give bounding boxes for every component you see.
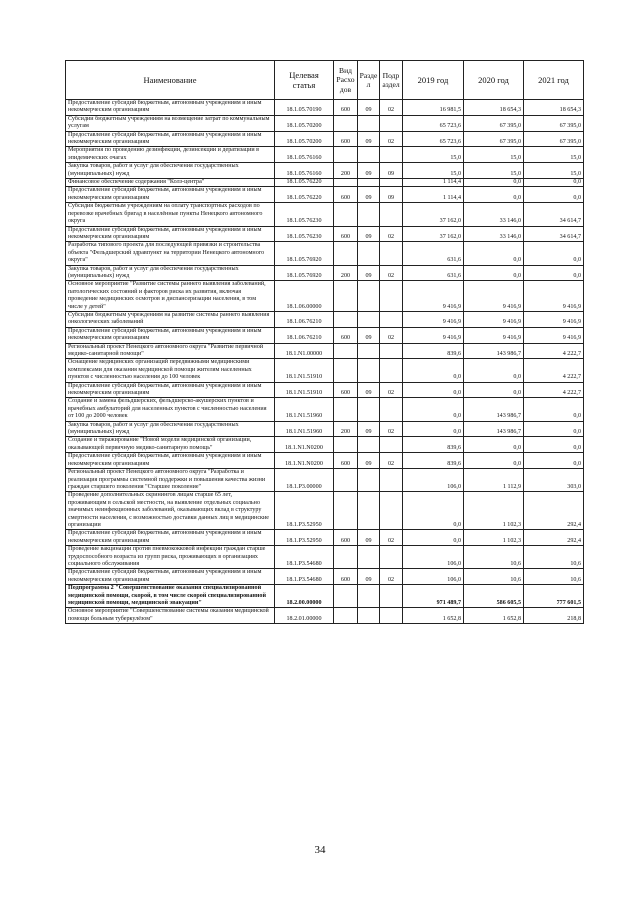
- row-subsection-cell: 02: [380, 569, 403, 585]
- row-year-2020-cell: 18 654,3: [464, 100, 524, 116]
- row-name-cell: Предоставление субсидий бюджетным, автономным учреждениям и иным некоммерческим организациям: [66, 453, 275, 469]
- table-row: [66, 382, 584, 398]
- row-year-2019-cell: 65 723,6: [403, 115, 464, 131]
- row-year-2020-cell: 0,0: [464, 453, 524, 469]
- row-year-2020-cell: 1 102,3: [464, 530, 524, 546]
- row-expense-type-cell: 600: [334, 453, 358, 469]
- row-section-cell: 09: [358, 382, 380, 398]
- row-year-2019-cell: 15,0: [403, 163, 464, 179]
- row-expense-type-cell: 200: [334, 421, 358, 437]
- table-row: [66, 359, 584, 382]
- table-row: [66, 187, 584, 203]
- row-year-2020-cell: 67 395,0: [464, 131, 524, 147]
- row-year-2019-cell: 1 652,8: [403, 608, 464, 624]
- row-year-2020-cell: 33 146,0: [464, 226, 524, 242]
- row-year-2021-cell: 218,8: [524, 608, 584, 624]
- row-year-2021-cell: 0,0: [524, 453, 584, 469]
- row-subsection-cell: 02: [380, 327, 403, 343]
- row-name-cell: Создание и тиражирование "Новой модели медицинской организации, оказывающей первичную медико-санитарную помощь": [66, 437, 275, 453]
- row-subsection-cell: [380, 203, 403, 226]
- row-year-2021-cell: 0,0: [524, 242, 584, 265]
- row-name-cell: Подпрограмма 2 "Совершенствование оказания специализированной медицинской помощи, скорой, в том числе скорой специализированной медицинской помощи, медицинской эвакуации": [66, 585, 275, 608]
- row-year-2019-cell: 106,0: [403, 546, 464, 569]
- row-year-2021-cell: 0,0: [524, 437, 584, 453]
- row-expense-type-cell: [334, 398, 358, 421]
- row-subsection-cell: 02: [380, 453, 403, 469]
- row-section-cell: 09: [358, 421, 380, 437]
- row-year-2021-cell: 10,6: [524, 569, 584, 585]
- row-year-2021-cell: 4 222,7: [524, 359, 584, 382]
- row-name-cell: Предоставление субсидий бюджетным, автономным учреждениям и иным некоммерческим организациям: [66, 382, 275, 398]
- row-subsection-cell: [380, 281, 403, 312]
- row-subsection-cell: [380, 179, 403, 187]
- page-number: 34: [314, 844, 326, 856]
- row-expense-type-cell: [334, 546, 358, 569]
- row-year-2019-cell: 1 114,4: [403, 179, 464, 187]
- row-target-article-cell: 18.1.P3.52950: [275, 530, 334, 546]
- row-year-2020-cell: 0,0: [464, 382, 524, 398]
- row-expense-type-cell: 200: [334, 163, 358, 179]
- budget-table: [65, 60, 584, 624]
- row-year-2021-cell: 303,0: [524, 469, 584, 492]
- header-section: Разде л: [358, 61, 380, 100]
- row-target-article-cell: 18.1.N1.00000: [275, 343, 334, 359]
- row-target-article-cell: 18.1.05.76220: [275, 179, 334, 187]
- row-section-cell: 09: [358, 530, 380, 546]
- row-year-2021-cell: 10,6: [524, 546, 584, 569]
- row-expense-type-cell: [334, 179, 358, 187]
- row-year-2021-cell: 0,0: [524, 187, 584, 203]
- table-row: [66, 608, 584, 624]
- row-section-cell: 09: [358, 187, 380, 203]
- row-section-cell: [358, 179, 380, 187]
- row-year-2021-cell: 9 416,9: [524, 311, 584, 327]
- row-subsection-cell: 02: [380, 226, 403, 242]
- table-row: [66, 265, 584, 281]
- row-year-2020-cell: 0,0: [464, 242, 524, 265]
- row-subsection-cell: [380, 437, 403, 453]
- row-year-2021-cell: 34 614,7: [524, 203, 584, 226]
- row-section-cell: [358, 147, 380, 163]
- row-year-2019-cell: 0,0: [403, 421, 464, 437]
- table-row: [66, 179, 584, 187]
- row-name-cell: Предоставление субсидий бюджетным, автономным учреждениям и иным некоммерческим организациям: [66, 187, 275, 203]
- row-year-2020-cell: 10,6: [464, 546, 524, 569]
- row-subsection-cell: 02: [380, 100, 403, 116]
- row-expense-type-cell: [334, 115, 358, 131]
- row-year-2021-cell: 4 222,7: [524, 382, 584, 398]
- row-target-article-cell: 18.1.P3.00000: [275, 469, 334, 492]
- row-year-2020-cell: 0,0: [464, 179, 524, 187]
- row-subsection-cell: [380, 115, 403, 131]
- row-section-cell: [358, 546, 380, 569]
- row-subsection-cell: [380, 546, 403, 569]
- row-name-cell: Субсидии бюджетным учреждениям на развитие системы раннего выявления онкологических заболеваний: [66, 311, 275, 327]
- row-subsection-cell: [380, 147, 403, 163]
- row-name-cell: Предоставление субсидий бюджетным, автономным учреждениям и иным некоммерческим организациям: [66, 131, 275, 147]
- row-expense-type-cell: [334, 281, 358, 312]
- row-subsection-cell: [380, 608, 403, 624]
- row-year-2020-cell: 143 986,7: [464, 398, 524, 421]
- row-expense-type-cell: 600: [334, 131, 358, 147]
- table-row: [66, 242, 584, 265]
- row-year-2021-cell: 15,0: [524, 147, 584, 163]
- row-name-cell: Предоставление субсидий бюджетным, автономным учреждениям и иным некоммерческим организациям: [66, 226, 275, 242]
- header-subsection: Подр аздел: [380, 61, 403, 100]
- row-target-article-cell: 18.2.01.00000: [275, 608, 334, 624]
- header-year-2021: 2021 год: [524, 61, 584, 100]
- row-expense-type-cell: 200: [334, 265, 358, 281]
- row-target-article-cell: 18.1.06.00000: [275, 281, 334, 312]
- row-year-2019-cell: 1 114,4: [403, 187, 464, 203]
- row-year-2019-cell: 0,0: [403, 530, 464, 546]
- row-section-cell: [358, 242, 380, 265]
- table-row: [66, 492, 584, 530]
- row-section-cell: [358, 398, 380, 421]
- row-subsection-cell: [380, 585, 403, 608]
- row-name-cell: Закупка товаров, работ и услуг для обеспечения государственных (муниципальных) нужд: [66, 265, 275, 281]
- row-section-cell: [358, 203, 380, 226]
- table-row: [66, 131, 584, 147]
- table-row: [66, 343, 584, 359]
- row-year-2020-cell: 10,6: [464, 569, 524, 585]
- row-year-2021-cell: 9 416,9: [524, 281, 584, 312]
- row-name-cell: Субсидия бюджетным учреждениям на оплату транспортных расходов по перевозке врачебных бригад в населённые пункты Ненецкого автономного округа: [66, 203, 275, 226]
- table-row: [66, 100, 584, 116]
- table-header-row: [66, 61, 584, 100]
- row-name-cell: Предоставление субсидий бюджетным, автономным учреждениям и иным некоммерческим организациям: [66, 530, 275, 546]
- row-subsection-cell: [380, 492, 403, 530]
- table-row: [66, 398, 584, 421]
- row-target-article-cell: 18.1.05.70190: [275, 100, 334, 116]
- header-name: Наименование: [66, 61, 275, 100]
- row-section-cell: 09: [358, 453, 380, 469]
- row-expense-type-cell: [334, 311, 358, 327]
- row-year-2020-cell: 586 605,5: [464, 585, 524, 608]
- row-section-cell: 09: [358, 327, 380, 343]
- row-section-cell: 09: [358, 265, 380, 281]
- row-section-cell: [358, 359, 380, 382]
- row-section-cell: 09: [358, 100, 380, 116]
- row-year-2020-cell: 143 986,7: [464, 421, 524, 437]
- row-expense-type-cell: [334, 608, 358, 624]
- row-name-cell: Создание и замена фельдшерских, фельдшерско-акушерских пунктов и врачебных амбулаторий для населенных пунктов с численностью населения от 100 до 2000 человек: [66, 398, 275, 421]
- row-section-cell: [358, 437, 380, 453]
- row-section-cell: [358, 343, 380, 359]
- row-target-article-cell: 18.1.06.76210: [275, 327, 334, 343]
- row-expense-type-cell: [334, 359, 358, 382]
- row-expense-type-cell: [334, 437, 358, 453]
- row-year-2019-cell: 9 416,9: [403, 281, 464, 312]
- row-expense-type-cell: [334, 469, 358, 492]
- row-name-cell: Предоставление субсидий бюджетным, автономным учреждениям и иным некоммерческим организациям: [66, 327, 275, 343]
- table-row: [66, 585, 584, 608]
- row-target-article-cell: 18.1.P3.54680: [275, 546, 334, 569]
- row-subsection-cell: 09: [380, 187, 403, 203]
- row-subsection-cell: [380, 359, 403, 382]
- table-row: [66, 530, 584, 546]
- row-subsection-cell: 02: [380, 265, 403, 281]
- row-section-cell: [358, 608, 380, 624]
- row-year-2019-cell: 971 489,7: [403, 585, 464, 608]
- row-year-2021-cell: 67 395,0: [524, 131, 584, 147]
- row-year-2019-cell: 65 723,6: [403, 131, 464, 147]
- table-row: [66, 203, 584, 226]
- row-name-cell: Предоставление субсидий бюджетным, автономным учреждениям и иным некоммерческим организациям: [66, 569, 275, 585]
- row-name-cell: Региональный проект Ненецкого автономного округа "Развитие первичной медико-санитарной помощи": [66, 343, 275, 359]
- row-name-cell: Финансовое обеспечение содержания "Колз-центра": [66, 179, 275, 187]
- row-name-cell: Мероприятия по проведению дезинфекции, дезинсекции и дератизации в эпидемических очагах: [66, 147, 275, 163]
- row-subsection-cell: 09: [380, 163, 403, 179]
- row-year-2020-cell: 0,0: [464, 359, 524, 382]
- table-body: [66, 100, 584, 624]
- header-year-2019: 2019 год: [403, 61, 464, 100]
- row-year-2020-cell: 9 416,9: [464, 281, 524, 312]
- table-row: [66, 226, 584, 242]
- row-year-2019-cell: 0,0: [403, 382, 464, 398]
- row-year-2020-cell: 0,0: [464, 437, 524, 453]
- row-target-article-cell: 18.1.05.76220: [275, 187, 334, 203]
- row-year-2020-cell: 67 395,0: [464, 115, 524, 131]
- row-name-cell: Закупка товаров, работ и услуг для обеспечения государственных (муниципальных) нужд: [66, 163, 275, 179]
- row-expense-type-cell: 600: [334, 530, 358, 546]
- row-name-cell: Основное мероприятие "Совершенствование системы оказания медицинской помощи больным туберкулёзом": [66, 608, 275, 624]
- row-year-2020-cell: 33 146,0: [464, 203, 524, 226]
- row-section-cell: 09: [358, 226, 380, 242]
- row-target-article-cell: 18.1.05.76160: [275, 163, 334, 179]
- row-year-2021-cell: 34 614,7: [524, 226, 584, 242]
- row-expense-type-cell: 600: [334, 100, 358, 116]
- row-year-2020-cell: 1 112,9: [464, 469, 524, 492]
- table-row: [66, 546, 584, 569]
- table-row: [66, 281, 584, 312]
- table-row: [66, 437, 584, 453]
- table-row: [66, 327, 584, 343]
- row-target-article-cell: 18.1.N1.51960: [275, 398, 334, 421]
- row-subsection-cell: [380, 398, 403, 421]
- row-expense-type-cell: [334, 203, 358, 226]
- row-subsection-cell: [380, 311, 403, 327]
- row-target-article-cell: 18.1.N1.N0200: [275, 453, 334, 469]
- row-expense-type-cell: 600: [334, 226, 358, 242]
- row-name-cell: Основное мероприятие "Развитие системы раннего выявления заболеваний, патологических состояний и факторов риска их развития, включая проведение медицинских осмотров и диспансеризации населения, в том числе у детей": [66, 281, 275, 312]
- row-year-2019-cell: 0,0: [403, 359, 464, 382]
- row-year-2020-cell: 15,0: [464, 147, 524, 163]
- row-year-2021-cell: 0,0: [524, 421, 584, 437]
- row-subsection-cell: [380, 469, 403, 492]
- row-year-2019-cell: 9 416,9: [403, 327, 464, 343]
- row-subsection-cell: 02: [380, 131, 403, 147]
- row-year-2021-cell: 0,0: [524, 179, 584, 187]
- row-section-cell: [358, 311, 380, 327]
- row-target-article-cell: 18.1.P3.52950: [275, 492, 334, 530]
- row-target-article-cell: 18.1.P3.54680: [275, 569, 334, 585]
- row-target-article-cell: 18.1.N1.N0200: [275, 437, 334, 453]
- row-year-2020-cell: 0,0: [464, 187, 524, 203]
- row-year-2020-cell: 1 102,3: [464, 492, 524, 530]
- row-section-cell: 09: [358, 163, 380, 179]
- row-subsection-cell: [380, 242, 403, 265]
- row-expense-type-cell: [334, 242, 358, 265]
- row-target-article-cell: 18.1.N1.51910: [275, 359, 334, 382]
- row-expense-type-cell: 600: [334, 187, 358, 203]
- row-section-cell: 09: [358, 131, 380, 147]
- row-name-cell: Предоставление субсидий бюджетным, автономным учреждениям и иным некоммерческим организациям: [66, 100, 275, 116]
- table-row: [66, 163, 584, 179]
- row-name-cell: Проведение вакцинации против пневмококковой инфекции граждан старше трудоспособного возраста из групп риска, проживающих в организациях социального обслуживания: [66, 546, 275, 569]
- row-year-2019-cell: 37 162,0: [403, 203, 464, 226]
- table-row: [66, 469, 584, 492]
- table-row: [66, 421, 584, 437]
- row-target-article-cell: 18.1.05.76160: [275, 147, 334, 163]
- row-year-2019-cell: 37 162,0: [403, 226, 464, 242]
- row-name-cell: Региональный проект Ненецкого автономного округа "Разработка и реализация программы системной поддержки и повышения качества жизни граждан старшего поколения "Старшее поколение": [66, 469, 275, 492]
- row-year-2019-cell: 631,6: [403, 242, 464, 265]
- row-target-article-cell: 18.2.00.00000: [275, 585, 334, 608]
- row-section-cell: [358, 115, 380, 131]
- row-target-article-cell: 18.1.05.76230: [275, 203, 334, 226]
- row-subsection-cell: 02: [380, 421, 403, 437]
- row-year-2021-cell: 15,0: [524, 163, 584, 179]
- row-name-cell: Закупка товаров, работ и услуг для обеспечения государственных (муниципальных) нужд: [66, 421, 275, 437]
- table-row: [66, 147, 584, 163]
- row-year-2021-cell: 67 395,0: [524, 115, 584, 131]
- row-year-2020-cell: 143 986,7: [464, 343, 524, 359]
- row-name-cell: Разработка типового проекта для последующей привязки и строительства объекта "Фельдшерский здравпункт на территории Ненецкого автономного округа": [66, 242, 275, 265]
- row-expense-type-cell: 600: [334, 569, 358, 585]
- row-year-2021-cell: 777 601,5: [524, 585, 584, 608]
- row-year-2021-cell: 292,4: [524, 530, 584, 546]
- row-name-cell: Оснащение медицинских организаций передвижными медицинскими комплексами для оказания медицинской помощи жителям населенных пунктов с численностью населения до 100 человек: [66, 359, 275, 382]
- row-year-2021-cell: 18 654,3: [524, 100, 584, 116]
- row-expense-type-cell: [334, 343, 358, 359]
- budget-table-sheet: [65, 60, 583, 624]
- row-year-2019-cell: 0,0: [403, 492, 464, 530]
- row-section-cell: [358, 281, 380, 312]
- row-section-cell: [358, 469, 380, 492]
- row-subsection-cell: 02: [380, 530, 403, 546]
- row-expense-type-cell: 600: [334, 382, 358, 398]
- table-row: [66, 115, 584, 131]
- row-target-article-cell: 18.1.05.76230: [275, 226, 334, 242]
- header-year-2020: 2020 год: [464, 61, 524, 100]
- row-target-article-cell: 18.1.N1.51960: [275, 421, 334, 437]
- row-section-cell: [358, 492, 380, 530]
- row-target-article-cell: 18.1.N1.51910: [275, 382, 334, 398]
- row-target-article-cell: 18.1.05.70200: [275, 131, 334, 147]
- row-year-2019-cell: 16 981,5: [403, 100, 464, 116]
- row-name-cell: Проведение дополнительных скринингов лицам старше 65 лет, проживающим в сельской местности, на выявление отдельных социально значимых неинфекционных заболеваний, оказывающих вклад в структуру смертности населения, с возможностью доставки данных лиц в медицинские организации: [66, 492, 275, 530]
- row-section-cell: 09: [358, 569, 380, 585]
- row-name-cell: Субсидии бюджетным учреждениям на возмещение затрат по коммунальным услугам: [66, 115, 275, 131]
- row-section-cell: [358, 585, 380, 608]
- row-year-2019-cell: 106,0: [403, 569, 464, 585]
- row-year-2019-cell: 9 416,9: [403, 311, 464, 327]
- row-year-2021-cell: 292,4: [524, 492, 584, 530]
- row-year-2020-cell: 9 416,9: [464, 311, 524, 327]
- row-year-2021-cell: 0,0: [524, 398, 584, 421]
- row-target-article-cell: 18.1.05.76920: [275, 242, 334, 265]
- row-expense-type-cell: 600: [334, 327, 358, 343]
- table-row: [66, 311, 584, 327]
- header-expense-type: Вид Расхо дов: [334, 61, 358, 100]
- row-year-2019-cell: 839,6: [403, 437, 464, 453]
- row-expense-type-cell: [334, 492, 358, 530]
- row-year-2019-cell: 15,0: [403, 147, 464, 163]
- row-year-2020-cell: 9 416,9: [464, 327, 524, 343]
- row-year-2021-cell: 4 222,7: [524, 343, 584, 359]
- row-target-article-cell: 18.1.05.76920: [275, 265, 334, 281]
- row-year-2019-cell: 839,6: [403, 343, 464, 359]
- row-year-2019-cell: 0,0: [403, 398, 464, 421]
- row-year-2021-cell: 9 416,9: [524, 327, 584, 343]
- row-year-2019-cell: 839,6: [403, 453, 464, 469]
- row-year-2019-cell: 106,0: [403, 469, 464, 492]
- row-expense-type-cell: [334, 147, 358, 163]
- row-target-article-cell: 18.1.06.76210: [275, 311, 334, 327]
- row-year-2020-cell: 0,0: [464, 265, 524, 281]
- row-expense-type-cell: [334, 585, 358, 608]
- row-year-2020-cell: 1 652,8: [464, 608, 524, 624]
- table-row: [66, 569, 584, 585]
- row-target-article-cell: 18.1.05.70200: [275, 115, 334, 131]
- row-subsection-cell: [380, 343, 403, 359]
- row-year-2021-cell: 0,0: [524, 265, 584, 281]
- table-row: [66, 453, 584, 469]
- row-subsection-cell: 02: [380, 382, 403, 398]
- header-target-article: Целевая статья: [275, 61, 334, 100]
- row-year-2020-cell: 15,0: [464, 163, 524, 179]
- row-year-2019-cell: 631,6: [403, 265, 464, 281]
